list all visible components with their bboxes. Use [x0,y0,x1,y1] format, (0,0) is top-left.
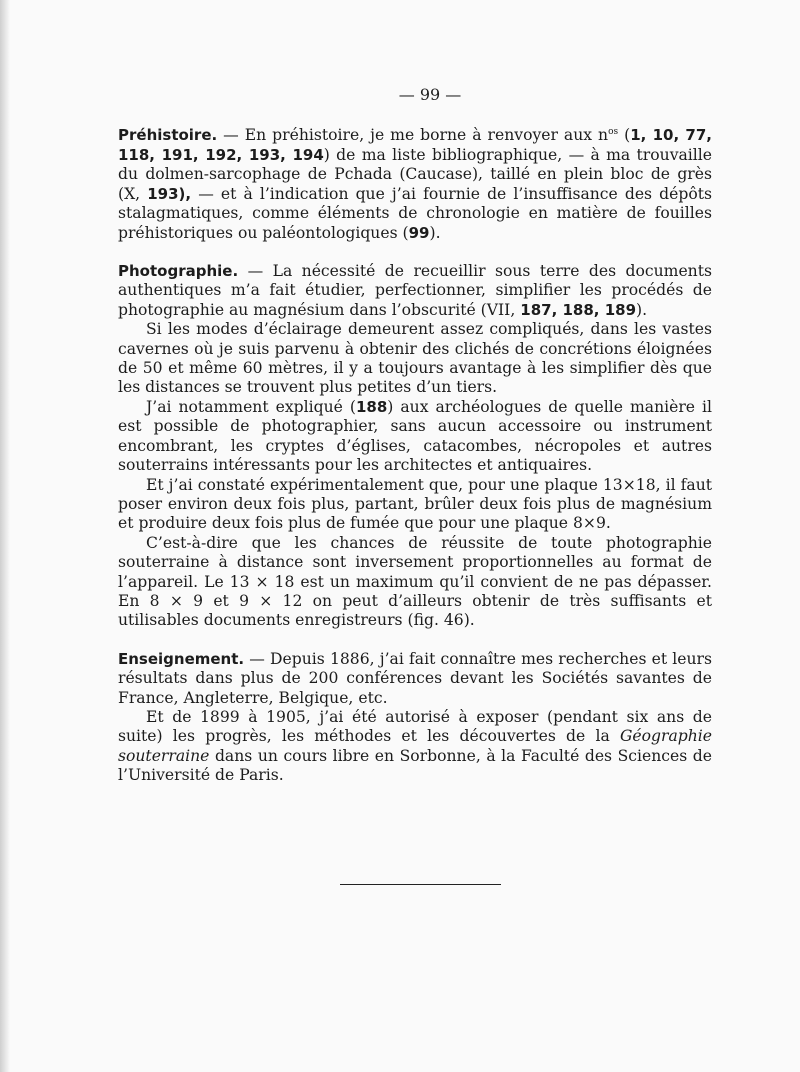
text: — Depuis 1886, j’ai fait connaître mes recherches et leurs résultats dans plus de 200 conférences devant les Sociétés savantes de France, Angleterre, Belgique, etc. [118,649,712,707]
reference-numbers: 99 [408,223,430,242]
section-prehistoire [118,123,712,243]
paragraph [118,262,712,320]
section-heading: Photographie. [118,262,239,281]
paragraph [118,398,712,476]
text: ) aux archéologues de quelle manière il est possible de photographier, sans aucun accessoire ou instrument encombrant, les cryptes d’églises, catacombes, nécropoles et autres souterrains intéressants pour les architectes et antiquaires. [118,397,712,475]
text: ) de ma liste bibliographique, — à ma trouvaille du dolmen-sarcophage de Pchada (Caucase), taillé en plein bloc de grès (X, [118,146,712,203]
text: — En préhistoire, je me borne à renvoyer aux n [217,126,609,145]
section-heading: Enseignement. [118,649,245,668]
section-heading: Préhistoire. [118,126,218,145]
section-photographie [118,262,712,631]
paragraph: C’est-à-dire que les chances de réussite de toute photographie souterraine à distance sont inversement proportionnelles au format de l’appareil. Le 13 × 18 est un maximum qu’il convient de ne pas dépasser. En 8 × 9 et 9 × 12 on peut d’ailleurs obtenir de très suffisants et utilisables documents enregistreurs (fig. 46). [118,533,712,630]
reference-numbers: 188 [355,397,388,416]
text: — et à l’indication que j’ai fournie de l’insuffisance des dépôts stalagmatiques, comme éléments de chronologie en matière de fouilles préhistoriques ou paléontologiques ( [118,184,712,242]
reference-numbers: 187, 188, 189 [520,300,637,319]
text: ( [618,126,631,145]
scan-edge [0,0,10,1072]
text: J’ai notamment expliqué ( [146,397,356,416]
text: ). [429,223,441,242]
paragraph [118,123,712,243]
text: Et de 1899 à 1905, j’ai été autorisé à exposer (pendant six ans de suite) les progrès, les méthodes et les découvertes de la [118,707,712,746]
paragraph [118,650,712,708]
paragraph [118,708,712,786]
reference-numbers: 193), [147,184,192,203]
text: dans un cours libre en Sorbonne, à la Faculté des Sciences de l’Université de Paris. [118,746,712,785]
italic-title: Géographie souterraine [118,727,712,765]
section-enseignement [118,650,712,786]
paragraph: Et j’ai constaté expérimentalement que, pour une plaque 13×18, il faut poser environ deux fois plus, partant, brûler deux fois plus de magnésium et produire deux fois plus de fumée que pour une plaque 8×9. [118,475,712,533]
paragraph: Si les modes d’éclairage demeurent assez compliqués, dans les vastes cavernes où je suis parvenu à obtenir des clichés de concrétions éloignées de 50 et même 60 mètres, il y a toujours avantage à les simplifier dès que les distances se trouvent plus petites d’un tiers. [118,320,712,397]
text: — La nécessité de recueillir sous terre des documents authentiques m’a fait étudier, perfectionner, simplifier les procédés de photographie au magnésium dans l’obscurité (VII, [118,262,712,319]
text: ). [636,300,648,319]
page-number: — 99 — [398,85,462,104]
reference-numbers: 1, 10, 77, 118, 191, 192, 193, 194 [118,126,712,164]
closing-rule [340,884,501,885]
superscript: os [608,127,619,138]
page-body [118,85,712,786]
